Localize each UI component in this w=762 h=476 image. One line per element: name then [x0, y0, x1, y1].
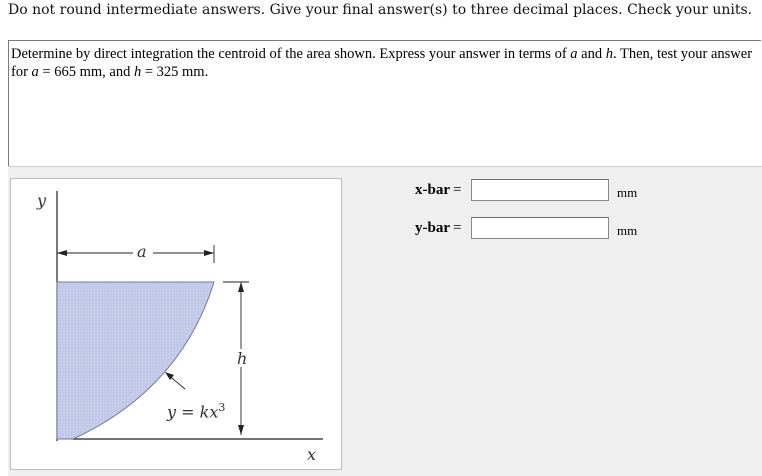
xbar-unit: mm [617, 185, 638, 200]
ybar-equals: = [453, 220, 462, 236]
var-a-test: a [31, 64, 39, 80]
instructions-text: Do not round intermediate answers. Give your final answer(s) to three decimal places. Check your units. [8, 2, 753, 18]
y-axis-label: y [37, 191, 47, 210]
dim-h-arrow-bottom [238, 425, 244, 435]
ybar-input[interactable] [471, 217, 609, 239]
dim-a-label: a [137, 242, 147, 261]
problem-text-2: and [577, 46, 606, 62]
curve-equation-label [167, 401, 225, 421]
var-h-test: h [133, 64, 142, 80]
problem-statement-box [8, 40, 761, 167]
dim-a-arrow-right [204, 250, 214, 256]
problem-text-3: . Then, test your answer for [11, 46, 753, 80]
var-a: a [570, 46, 578, 62]
xbar-label: x-bar [415, 182, 450, 198]
ybar-label: y-bar [415, 220, 450, 236]
dim-a-arrow-left [57, 250, 67, 256]
ybar-unit: mm [617, 223, 638, 238]
problem-figure [10, 178, 342, 470]
problem-text-1: Determine by direct integration the centroid of the area shown. Express your answer in terms of [11, 46, 571, 62]
x-axis-label: x [307, 445, 317, 464]
curve-equation-text: y = kx [167, 402, 219, 422]
dim-h-arrow-top [238, 282, 244, 292]
a-test-value: = 665 mm, and [38, 64, 134, 80]
var-h: h [605, 46, 613, 62]
dim-h-label: h [237, 349, 248, 368]
figure-diagram [11, 179, 341, 469]
xbar-equals: = [453, 182, 462, 198]
problem-statement [9, 41, 761, 81]
curve-exponent: 3 [218, 401, 226, 414]
h-test-value: = 325 mm. [141, 64, 209, 80]
xbar-input[interactable] [471, 179, 609, 201]
